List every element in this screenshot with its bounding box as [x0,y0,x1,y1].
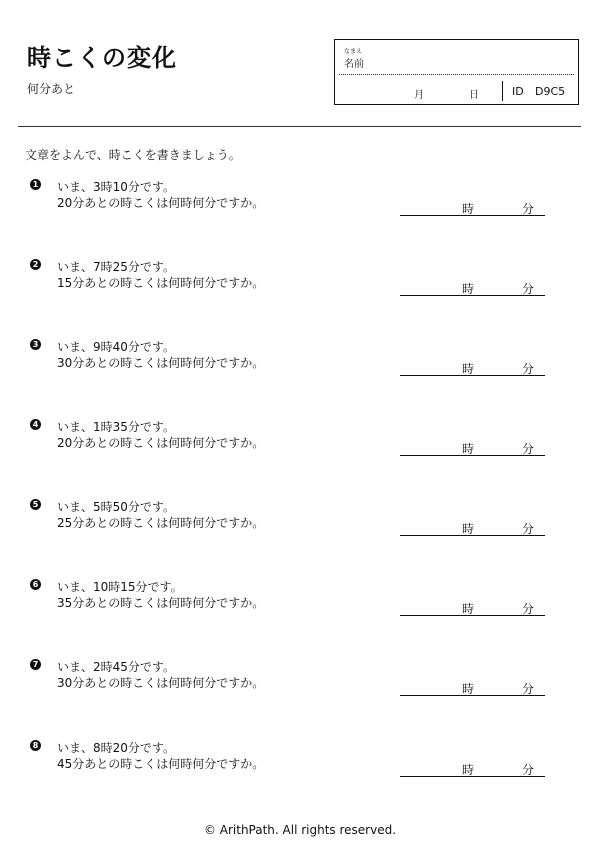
answer-line[interactable] [400,678,545,696]
name-furigana: なまえ [344,48,363,55]
answer-minute-label: 分 [522,202,535,216]
answer-minute-label: 分 [522,682,535,696]
problem-statement: いま、3時10分です。 [57,180,175,194]
answer-hour-label: 時 [462,202,475,216]
problem-number-badge: 7 [30,659,41,670]
problem-statement: いま、5時50分です。 [57,500,175,514]
problem-5 [30,498,550,538]
answer-hour-label: 時 [462,282,475,296]
answer-minute-label: 分 [522,442,535,456]
problem-question: 20分あとの時こくは何時何分ですか。 [57,436,265,450]
problem-8 [30,739,550,779]
answer-line[interactable] [400,358,545,376]
answer-line[interactable] [400,518,545,536]
answer-minute-label: 分 [522,602,535,616]
problem-question: 25分あとの時こくは何時何分ですか。 [57,516,265,530]
problem-number-badge: 8 [30,740,41,751]
problem-statement: いま、9時40分です。 [57,340,175,354]
answer-hour-label: 時 [462,763,475,777]
problem-statement: いま、10時15分です。 [57,580,183,594]
problem-question: 35分あとの時こくは何時何分ですか。 [57,596,265,610]
answer-line[interactable] [400,438,545,456]
problem-question: 30分あとの時こくは何時何分ですか。 [57,356,265,370]
problem-6 [30,578,550,618]
problem-number-badge: 3 [30,339,41,350]
id-label: ID [512,85,524,98]
copyright-footer: © ArithPath. All rights reserved. [203,823,397,837]
problem-number-badge: 1 [30,179,41,190]
day-label: 日 [469,90,479,101]
answer-minute-label: 分 [522,522,535,536]
answer-hour-label: 時 [462,362,475,376]
name-label: 名前 [344,59,364,70]
problem-statement: いま、1時35分です。 [57,420,175,434]
problem-4 [30,418,550,458]
answer-hour-label: 時 [462,602,475,616]
month-label: 月 [414,90,424,101]
problem-question: 20分あとの時こくは何時何分ですか。 [57,196,265,210]
name-dotted-line [339,74,574,75]
problem-statement: いま、8時20分です。 [57,741,175,755]
problem-number-badge: 4 [30,419,41,430]
problem-number-badge: 2 [30,259,41,270]
problem-statement: いま、7時25分です。 [57,260,175,274]
answer-hour-label: 時 [462,442,475,456]
answer-minute-label: 分 [522,362,535,376]
problem-statement: いま、2時45分です。 [57,660,175,674]
answer-hour-label: 時 [462,522,475,536]
instruction-text: 文章をよんで、時こくを書きましょう。 [25,148,241,162]
answer-minute-label: 分 [522,763,535,777]
worksheet-title: 時こくの変化 [27,44,177,72]
problem-7 [30,658,550,698]
answer-line[interactable] [400,198,545,216]
id-value: D9C5 [535,85,566,98]
problem-number-badge: 6 [30,579,41,590]
problem-number-badge: 5 [30,499,41,510]
problem-question: 30分あとの時こくは何時何分ですか。 [57,676,265,690]
problem-question: 45分あとの時こくは何時何分ですか。 [57,757,265,771]
problem-3 [30,338,550,378]
problem-question: 15分あとの時こくは何時何分ですか。 [57,276,265,290]
id-separator [502,81,503,101]
worksheet-subtitle: 何分あと [27,82,76,96]
header-divider [18,126,581,127]
problem-2 [30,258,550,298]
name-box [334,39,579,105]
problem-1 [30,178,550,218]
answer-line[interactable] [400,598,545,616]
answer-line[interactable] [400,759,545,777]
answer-minute-label: 分 [522,282,535,296]
answer-line[interactable] [400,278,545,296]
answer-hour-label: 時 [462,682,475,696]
